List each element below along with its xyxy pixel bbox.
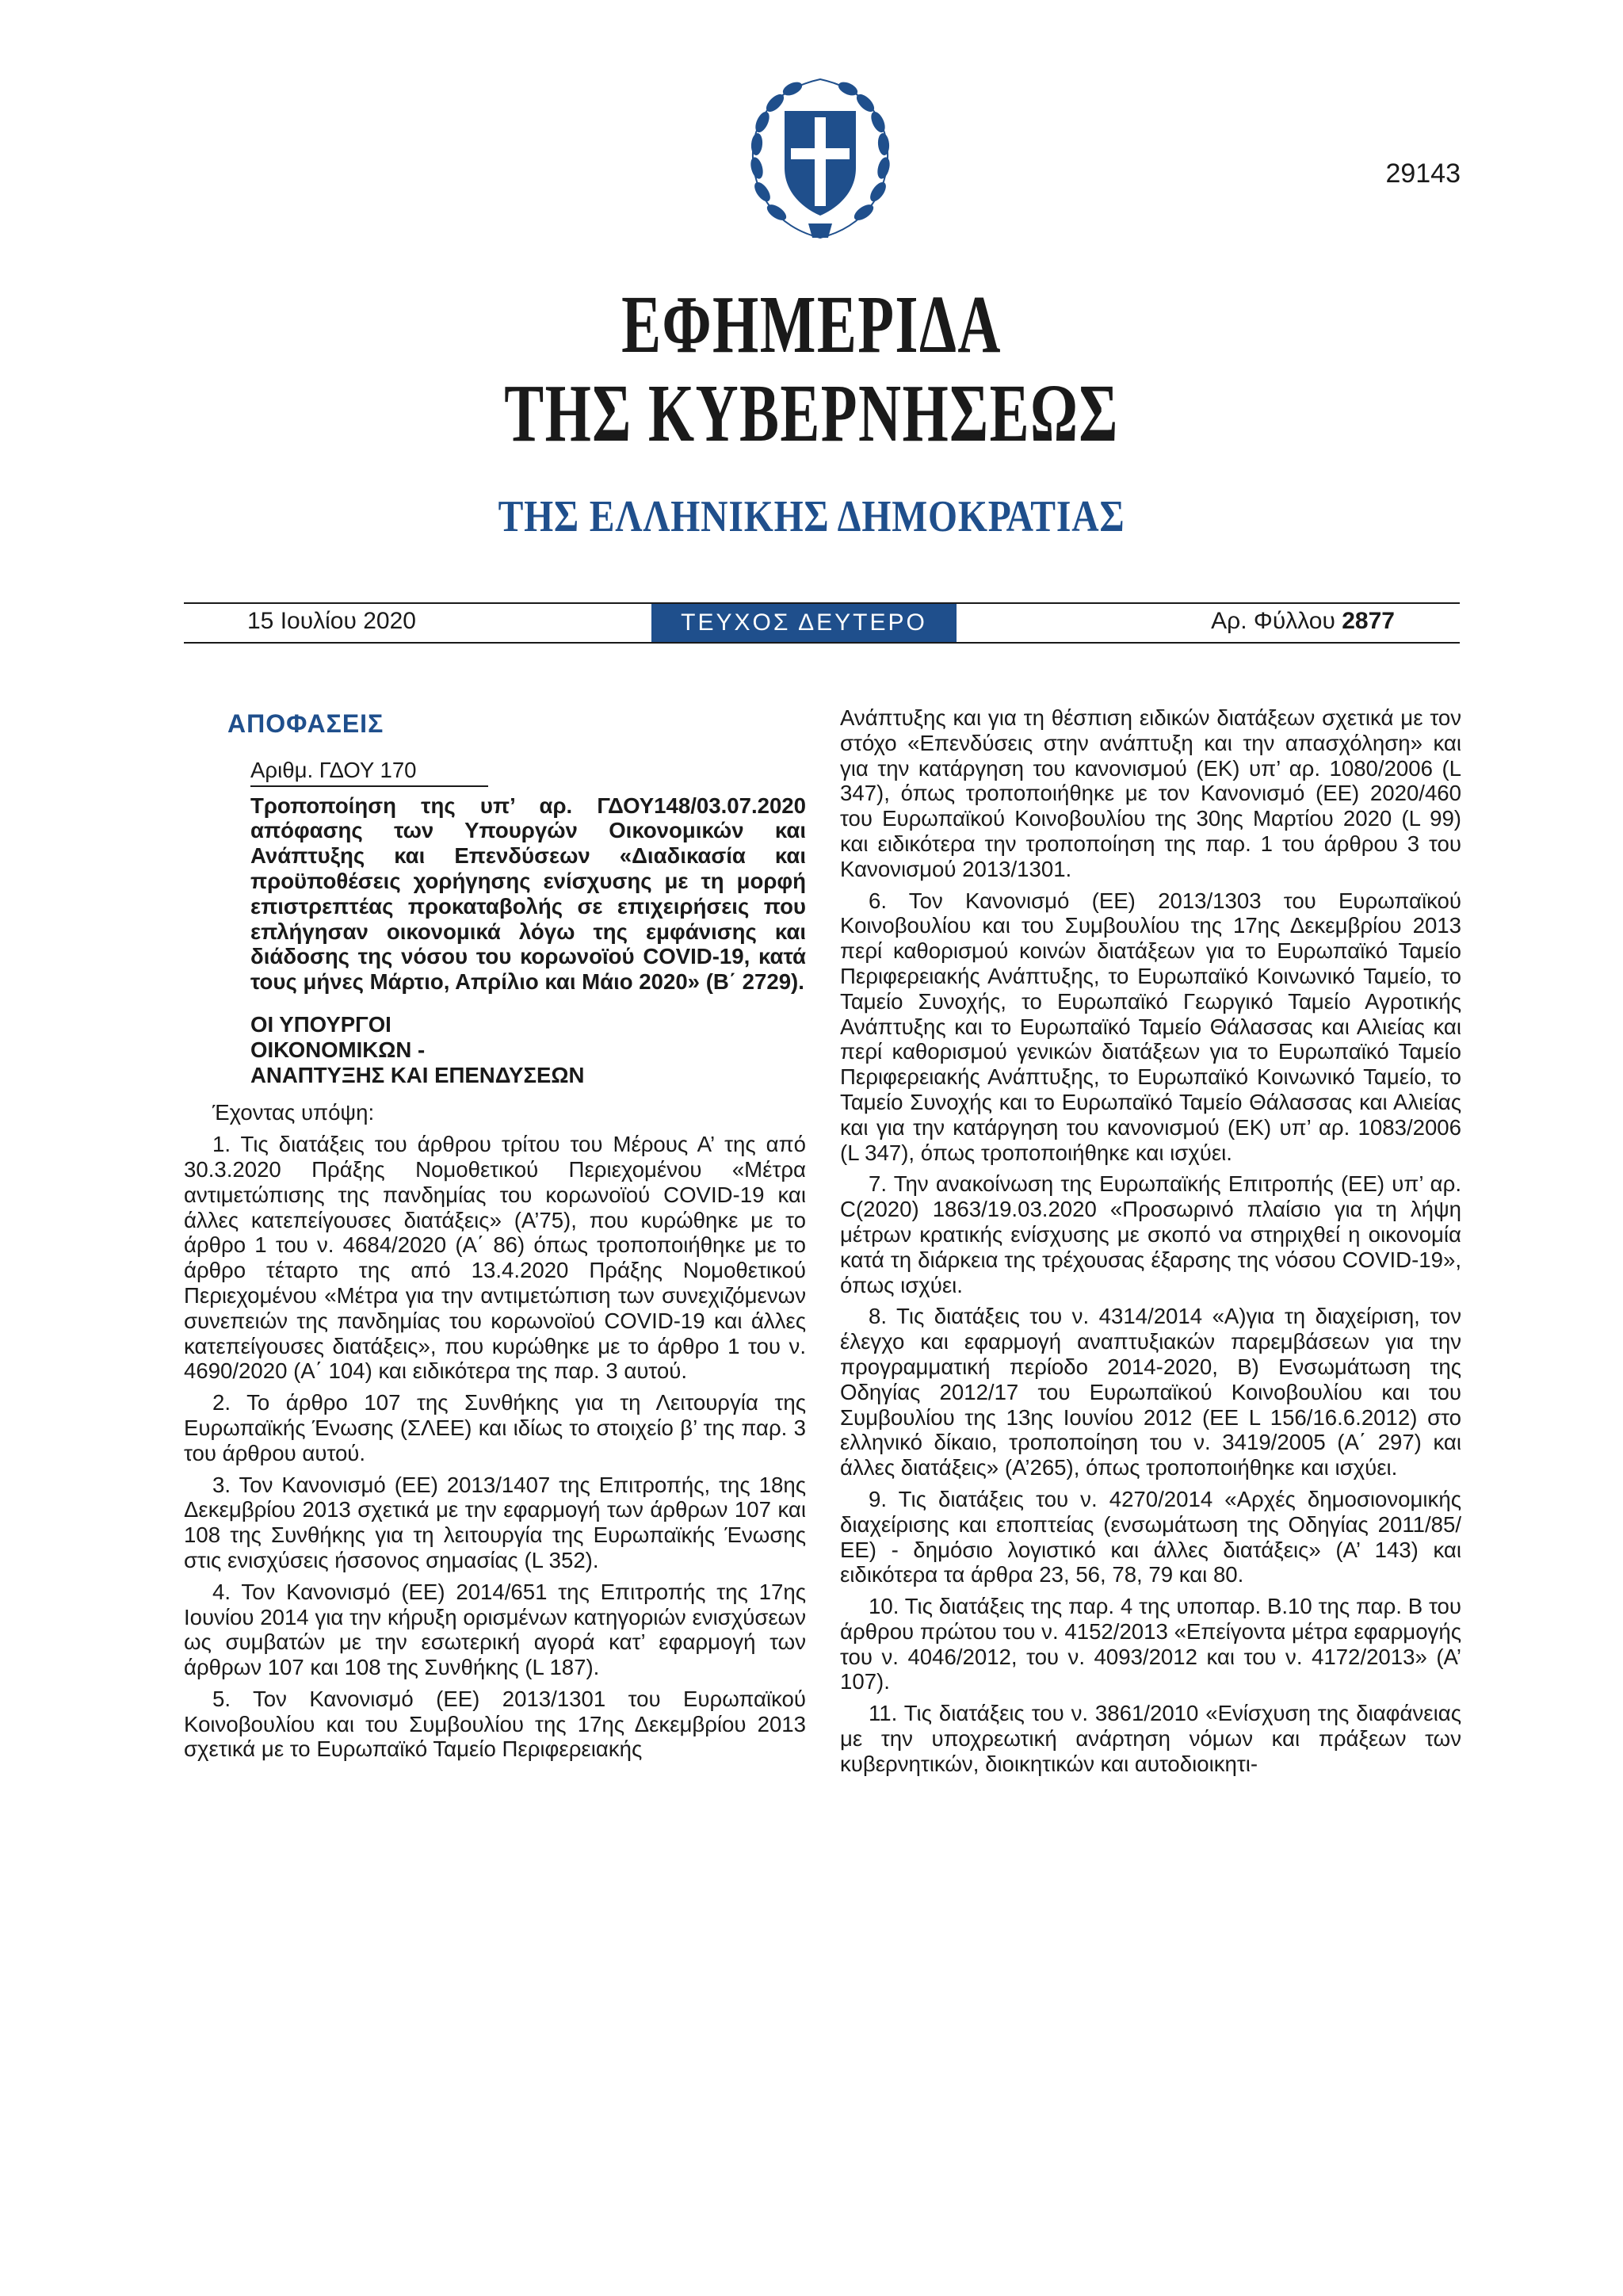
preamble-intro: Έχοντας υπόψη:: [212, 1100, 375, 1125]
authority-line: ΟΙΚΟΝΟΜΙΚΩΝ -: [250, 1037, 426, 1062]
page-number: 29143: [1385, 159, 1461, 189]
greek-coat-of-arms-icon: [745, 73, 896, 247]
decision-number: Αριθμ. ΓΔΟΥ 170: [250, 758, 488, 787]
issuing-authority: [250, 1012, 806, 1087]
preamble-paragraph: 5. Τον Κανονισμό (ΕΕ) 2013/1301 του Ευρωπαϊκού Κοινοβουλίου και του Συμβουλίου της 17ης Δεκεμβρίου 2013 σχετικά με το Ευρωπαϊκό Ταμείο Περιφερειακής: [184, 1686, 806, 1762]
authority-line: ΟΙ ΥΠΟΥΡΓΟΙ: [250, 1011, 391, 1037]
issue-sheet-number: [1211, 608, 1395, 635]
issue-date: 15 Ιουλίου 2020: [247, 608, 416, 634]
preamble-paragraph: 4. Τον Κανονισμό (ΕΕ) 2014/651 της Επιτροπής της 17ης Ιουνίου 2014 για την κήρυξη ορισμένων κατηγοριών ενισχύσεων ως συμβατών με την εσωτερική αγορά κατ’ εφαρμογή των άρθρων 107 και 108 της Συνθήκης (L 187).: [184, 1579, 806, 1680]
issue-series: ΤΕΥΧΟΣ ΔΕΥΤΕΡΟ: [651, 604, 957, 642]
preamble-paragraph: 10. Τις διατάξεις της παρ. 4 της υποπαρ. Β.10 της παρ. Β του άρθρου πρώτου του ν. 4152/2013 «Επείγοντα μέτρα εφαρμογής του ν. 4046/2012, του ν. 4093/2012 και του ν. 4172/2013» (Α’ 107).: [840, 1594, 1461, 1694]
sheet-number: 2877: [1342, 608, 1395, 634]
masthead-subtitle: ΤΗΣ ΕΛΛΗΝΙΚΗΣ ΔΗΜΟΚΡΑΤΙΑΣ: [498, 492, 1125, 541]
preamble-paragraph: 3. Τον Κανονισμό (ΕΕ) 2013/1407 της Επιτροπής, της 18ης Δεκεμβρίου 2013 σχετικά με την εφαρμογή των άρθρων 107 και 108 της Συνθήκης για τη λειτουργία της Ευρωπαϊκής Ένωσης στις ενισχύσεις ήσσονος σημασίας (L 352).: [184, 1472, 806, 1572]
preamble-paragraph: 6. Τον Κανονισμό (ΕΕ) 2013/1303 του Ευρωπαϊκού Κοινοβουλίου και του Συμβουλίου της 17ης Δεκεμβρίου 2013 περί καθορισμού κοινών διατάξεων για το Ευρωπαϊκό Ταμείο Περιφερειακής Ανάπτυξης, το Ευρωπαϊκό Κοινωνικό Ταμείο, το Ταμείο Συνοχής, το Ευρωπαϊκό Γεωργικό Ταμείο Αγροτικής Ανάπτυξης και το Ευρωπαϊκό Ταμείο Θάλασσας και Αλιείας και περί καθορισμού γενικών διατάξεων για το Ευρωπαϊκό Ταμείο Περιφερειακής Ανάπτυξης, το Ευρωπαϊκό Κοινωνικό Ταμείο, το Ταμείο Συνοχής και το Ευρωπαϊκό Ταμείο Θάλασσας και Αλιείας και για την κατάργηση του κανονισμού (ΕΚ) υπ’ αρ. 1083/2006 (L 347), όπως τροποποιήθηκε και ισχύει.: [840, 888, 1461, 1165]
preamble-paragraph: 1. Τις διατάξεις του άρθρου τρίτου του Μέρους Α’ της από 30.3.2020 Πράξης Νομοθετικού Περιεχομένου «Μέτρα αντιμετώπισης της πανδημίας του κορωνοϊού COVID-19 και άλλες κατεπείγουσες διατάξεις» (Α’75), που κυρώθηκε με το άρθρο 1 του ν. 4684/2020 (Α΄ 86) όπως τροποποιήθηκε με το άρθρο τέταρτο της από 13.4.2020 Πράξης Νομοθετικού Περιεχομένου «Μέτρα για την αντιμετώπιση των συνεχιζόμενων συνεπειών της πανδημίας του κορωνοϊού COVID-19 και άλλες κατεπείγουσες διατάξεις», που κυρώθηκε με το άρθρο 1 του ν. 4690/2020 (Α΄ 104) και ειδικότερα της παρ. 3 αυτού.: [184, 1132, 806, 1384]
sheet-label: Αρ. Φύλλου: [1211, 608, 1335, 634]
preamble-paragraph: 11. Τις διατάξεις του ν. 3861/2010 «Ενίσχυση της διαφάνειας με την υποχρεωτική ανάρτηση νόμων και πράξεων των κυβερνητικών, διοικητικών και αυτοδιοικητι-: [840, 1701, 1461, 1776]
authority-line: ΑΝΑΠΤΥΞΗΣ ΚΑΙ ΕΠΕΝΔΥΣΕΩΝ: [250, 1062, 585, 1087]
masthead-title-line2: ΤΗΣ ΚΥΒΕΡΝΗΣΕΩΣ: [504, 368, 1119, 459]
right-column: [840, 705, 1461, 1783]
decision-title: Τροποποίηση της υπ’ αρ. ΓΔΟΥ148/03.07.2020 απόφασης των Υπουργών Οικονομικών και Ανάπτυξης και Επενδύσεων «Διαδικασία και προϋποθέσεις χορήγησης ενίσχυσης με τη μορφή επιστρεπτέας προκαταβολής σε επιχειρήσεις που επλήγησαν οικονομικά λόγω της εμφάνισης και διάδοσης της νόσου του κορωνοϊού COVID-19, κατά τους μήνες Μάρτιο, Απρίλιο και Μάιο 2020» (Β΄ 2729).: [250, 793, 806, 995]
section-heading: ΑΠΟΦΑΣΕΙΣ: [227, 709, 384, 738]
issue-bar: [184, 602, 1460, 644]
masthead-title-line1: ΕΦΗΜΕΡΙΔΑ: [621, 279, 1002, 370]
preamble-paragraph-continuation: Ανάπτυξης και για τη θέσπιση ειδικών διατάξεων σχετικά με τον στόχο «Επενδύσεις στην ανάπτυξη και την απασχόληση» και για την κατάργηση του κανονισμού (ΕΚ) υπ’ αρ. 1080/2006 (L 347), όπως τροποποιήθηκε με τον Κανονισμό (ΕΕ) 2020/460 του Ευρωπαϊκού Κοινοβουλίου της 30ης Μαρτίου 2020 (L 99) και ειδικότερα την τροποποίηση της παρ. 1 του άρθρου 3 του Κανονισμού 2013/1301.: [840, 705, 1461, 881]
preamble-paragraph: 8. Τις διατάξεις του ν. 4314/2014 «Α)για τη διαχείριση, τον έλεγχο και εφαρμογή αναπτυξιακών παρεμβάσεων για την προγραμματική περίοδο 2014-2020, Β) Ενσωμάτωση της Οδηγίας 2012/17 του Ευρωπαϊκού Κοινοβουλίου και του Συμβουλίου της 13ης Ιουνίου 2012 (ΕΕ L 156/16.6.2012) στο ελληνικό δίκαιο, τροποποίηση του ν. 3419/2005 (Α΄ 297) και άλλες διατάξεις» (Α’265), όπως τροποποιήθηκε και ισχύει.: [840, 1304, 1461, 1480]
preamble-paragraph: 7. Την ανακοίνωση της Ευρωπαϊκής Επιτροπής (ΕΕ) υπ’ αρ. C(2020) 1863/19.03.2020 «Προσωρινό πλαίσιο για τη λήψη μέτρων κρατικής ενίσχυσης με σκοπό να στηριχθεί η οικονομία κατά τη διάρκεια της τρέχουσας έξαρσης της νόσου COVID-19», όπως ισχύει.: [840, 1171, 1461, 1297]
preamble-paragraph: 9. Τις διατάξεις του ν. 4270/2014 «Αρχές δημοσιονομικής διαχείρισης και εποπτείας (ενσωμάτωση της Οδηγίας 2011/85/ΕΕ) - δημόσιο λογιστικό και άλλες διατάξεις» (Α’ 143) και ειδικότερα τα άρθρα 23, 56, 78, 79 και 80.: [840, 1486, 1461, 1587]
left-column: [184, 705, 806, 1768]
issue-bar-bottom-rule: [184, 642, 1460, 644]
preamble-paragraph: 2. Το άρθρο 107 της Συνθήκης για τη Λειτουργία της Ευρωπαϊκής Ένωσης (ΣΛΕΕ) και ιδίως το στοιχείο β’ της παρ. 3 του άρθρου αυτού.: [184, 1390, 806, 1465]
